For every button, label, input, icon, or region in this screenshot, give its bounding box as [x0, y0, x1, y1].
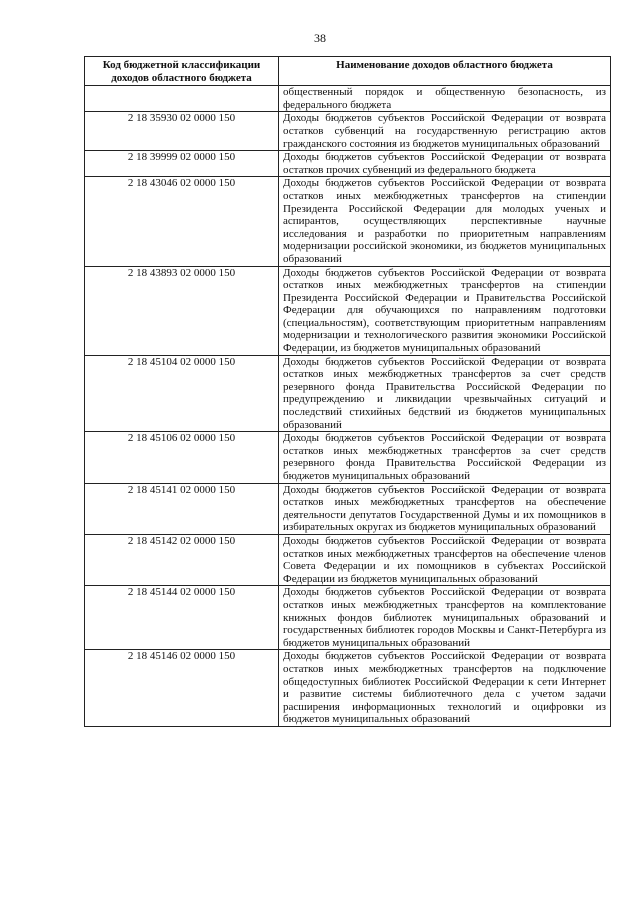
table-row	[85, 483, 611, 534]
page-number: 38	[314, 31, 326, 45]
budget-code-cell: 2 18 45146 02 0000 150	[85, 650, 279, 727]
table-row	[85, 177, 611, 266]
budget-code-cell: 2 18 45142 02 0000 150	[85, 534, 279, 585]
budget-code-cell: 2 18 45104 02 0000 150	[85, 355, 279, 432]
table-row	[85, 355, 611, 432]
header-name-column: Наименование доходов областного бюджета	[279, 57, 611, 86]
table-row	[85, 151, 611, 177]
income-name-cell: Доходы бюджетов субъектов Российской Федерации от возврата остатков иных межбюджетных трансфертов за счет средств резервного фонда Правительства Российской Федерации по предупреждению и ликвидации чрезвычайных ситуаций и последствий стихийных бедствий из бюджетов муниципальных образований	[279, 355, 611, 432]
table-row	[85, 112, 611, 151]
budget-code-cell: 2 18 45144 02 0000 150	[85, 586, 279, 650]
income-name-cell: Доходы бюджетов субъектов Российской Федерации от возврата остатков иных межбюджетных трансфертов на подключение общедоступных библиотек Российской Федерации к сети Интернет и развитие системы библиотечного дела с учетом задачи расширения информационных технологий и оцифровки из бюджетов муниципальных образований	[279, 650, 611, 727]
table-row	[85, 86, 611, 112]
table-row	[85, 266, 611, 355]
budget-classification-table	[84, 56, 611, 727]
budget-code-cell: 2 18 35930 02 0000 150	[85, 112, 279, 151]
income-name-cell: Доходы бюджетов субъектов Российской Федерации от возврата остатков иных межбюджетных трансфертов на стипендии Президента Российской Федерации для молодых ученых и аспирантов, осуществляющих перспективные научные исследования и разработки по приоритетным направлениям модернизации российской экономики, из бюджетов муниципальных образований	[279, 177, 611, 266]
table-row	[85, 432, 611, 483]
budget-code-cell: 2 18 39999 02 0000 150	[85, 151, 279, 177]
table-header-row	[85, 57, 611, 86]
budget-code-cell: 2 18 43046 02 0000 150	[85, 177, 279, 266]
income-name-cell: Доходы бюджетов субъектов Российской Федерации от возврата остатков иных межбюджетных трансфертов на комплектование книжных фондов библиотек муниципальных образований и государственных библиотек городов Москвы и Санкт-Петербурга из бюджетов муниципальных образований	[279, 586, 611, 650]
header-code-column: Код бюджетной классификации доходов областного бюджета	[85, 57, 279, 86]
income-name-cell: общественный порядок и общественную безопасность, из федерального бюджета	[279, 86, 611, 112]
table-row	[85, 586, 611, 650]
income-name-cell: Доходы бюджетов субъектов Российской Федерации от возврата остатков иных межбюджетных трансфертов на стипендии Президента Российской Федерации и Правительства Российской Федерации для обучающихся по направлениям подготовки (специальностям), соответствующим приоритетным направлениям модернизации и технологического развития экономики Российской Федерации, из бюджетов муниципальных образований	[279, 266, 611, 355]
table-row	[85, 650, 611, 727]
table-row	[85, 534, 611, 585]
budget-code-cell: 2 18 43893 02 0000 150	[85, 266, 279, 355]
income-name-cell: Доходы бюджетов субъектов Российской Федерации от возврата остатков иных межбюджетных трансфертов на обеспечение деятельности депутатов Государственной Думы и их помощников в избирательных округах из бюджетов муниципальных образований	[279, 483, 611, 534]
budget-code-cell: 2 18 45141 02 0000 150	[85, 483, 279, 534]
budget-code-cell	[85, 86, 279, 112]
budget-code-cell: 2 18 45106 02 0000 150	[85, 432, 279, 483]
income-name-cell: Доходы бюджетов субъектов Российской Федерации от возврата остатков иных межбюджетных трансфертов за счет средств резервного фонда Правительства Российской Федерации из бюджетов муниципальных образований	[279, 432, 611, 483]
income-name-cell: Доходы бюджетов субъектов Российской Федерации от возврата остатков прочих субвенций из федерального бюджета	[279, 151, 611, 177]
income-name-cell: Доходы бюджетов субъектов Российской Федерации от возврата остатков иных межбюджетных трансфертов на обеспечение членов Совета Федерации и их помощников в субъектах Российской Федерации из бюджетов муниципальных образований	[279, 534, 611, 585]
income-name-cell: Доходы бюджетов субъектов Российской Федерации от возврата остатков субвенций на государственную регистрацию актов гражданского состояния из бюджетов муниципальных образований	[279, 112, 611, 151]
